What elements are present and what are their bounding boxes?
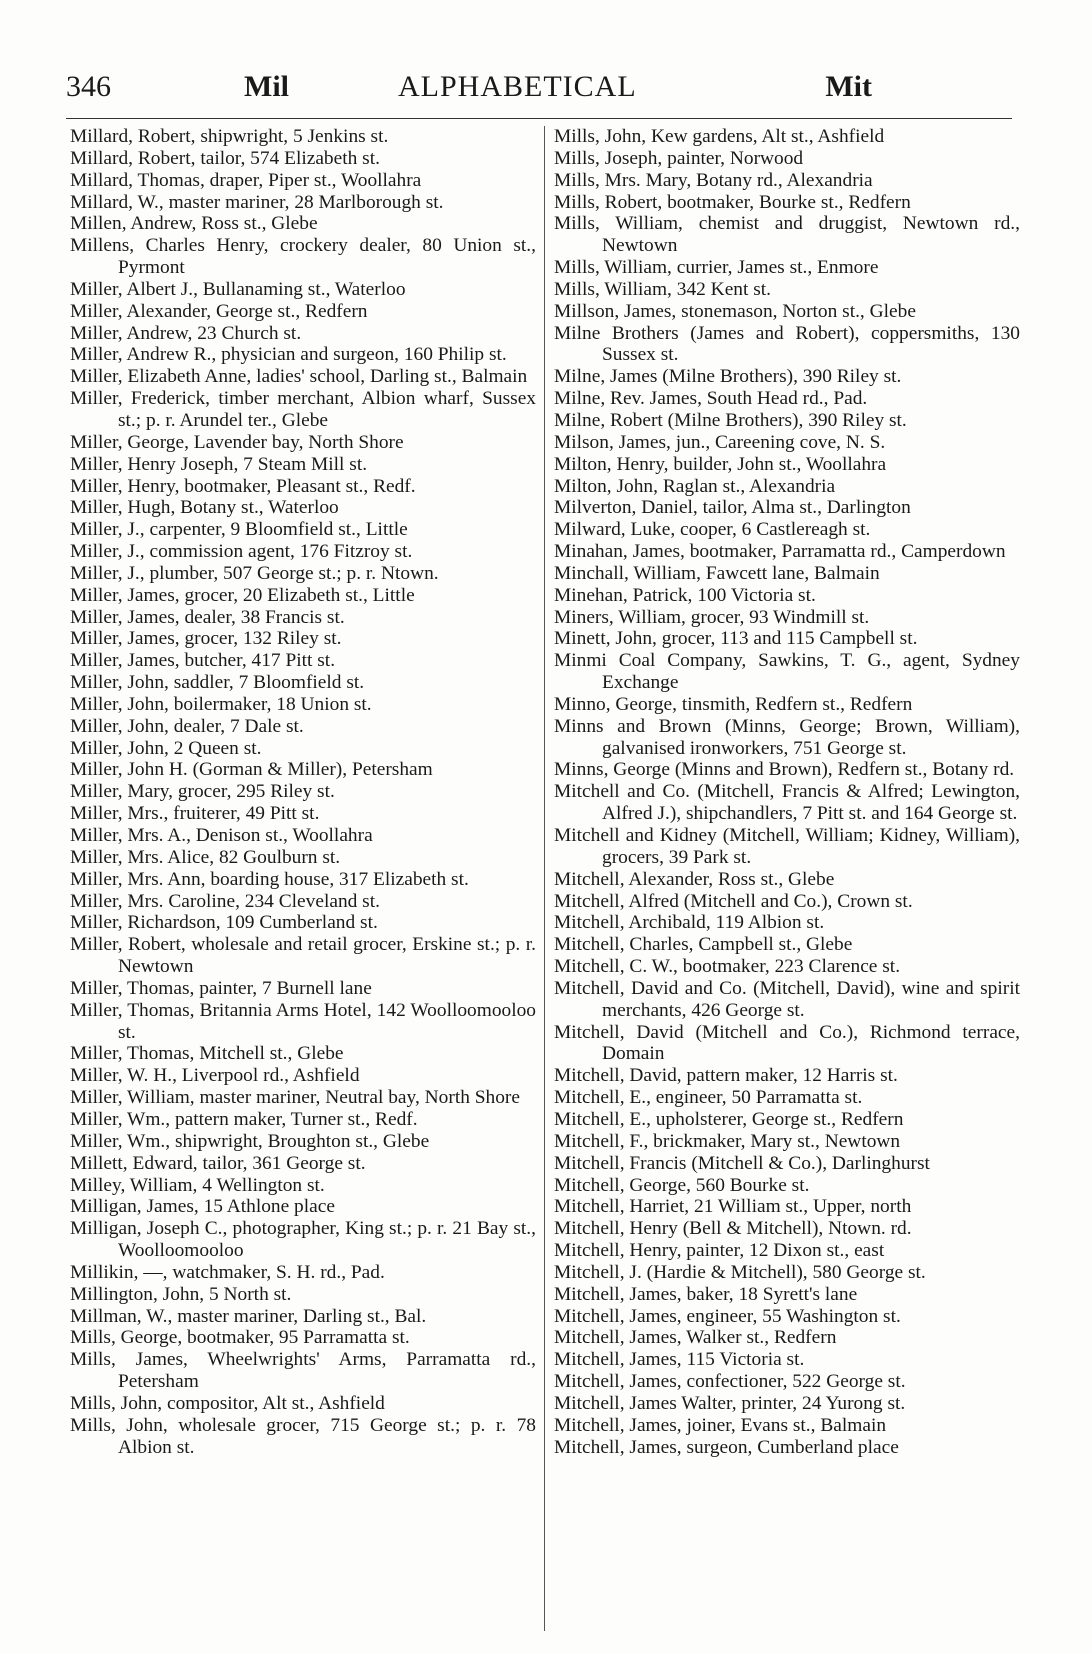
directory-entry: Mitchell, E., engineer, 50 Parramatta st. xyxy=(554,1087,863,1109)
directory-entry: Milligan, Joseph C., photographer, King st.; p. r. 21 Bay st., Woolloomooloo xyxy=(70,1218,536,1262)
directory-entry: Miller, William, master mariner, Neutral bay, North Shore xyxy=(70,1087,520,1109)
right-column xyxy=(554,126,1020,1631)
directory-entry: Mitchell, James Walter, printer, 24 Yurong st. xyxy=(554,1392,906,1414)
header-rule xyxy=(66,118,1012,119)
page-header xyxy=(66,70,1012,112)
directory-entry: Mitchell, F., brickmaker, Mary st., Newtown xyxy=(554,1130,901,1152)
directory-entry: Milne, James (Milne Brothers), 390 Riley st. xyxy=(554,366,902,388)
directory-entry: Mitchell and Kidney (Mitchell, William; Kidney, William), grocers, 39 Park st. xyxy=(554,825,1020,868)
directory-entry: Milley, William, 4 Wellington st. xyxy=(70,1174,325,1196)
guide-word-right: Mit xyxy=(825,70,872,103)
directory-entry: Milson, James, jun., Careening cove, N. S. xyxy=(554,431,886,453)
directory-entry: Millman, W., master mariner, Darling st., Bal. xyxy=(70,1305,427,1327)
directory-entry: Mitchell, Alexander, Ross st., Glebe xyxy=(554,868,835,890)
directory-entry: Millard, W., master mariner, 28 Marlborough st. xyxy=(70,191,444,213)
directory-entry: Mitchell, James, joiner, Evans st., Balmain xyxy=(554,1414,887,1436)
directory-entry: Miller, Hugh, Botany st., Waterloo xyxy=(70,497,339,519)
directory-entry: Mitchell, Francis (Mitchell & Co.), Darlinghurst xyxy=(554,1152,930,1174)
directory-entry: Miller, Henry, bootmaker, Pleasant st., Redf. xyxy=(70,475,416,497)
directory-entry: Miller, Mrs. Caroline, 234 Cleveland st. xyxy=(70,890,380,912)
directory-entry: Miller, Wm., pattern maker, Turner st., Redf. xyxy=(70,1108,418,1130)
directory-entry: Mills, Joseph, painter, Norwood xyxy=(554,147,804,169)
directory-entry: Miller, J., plumber, 507 George st.; p. r. Ntown. xyxy=(70,562,439,584)
directory-entry: Mills, Robert, bootmaker, Bourke st., Redfern xyxy=(554,191,911,213)
directory-entry: Miller, Thomas, Britannia Arms Hotel, 142 Woolloomooloo st. xyxy=(70,999,536,1043)
directory-entry: Minett, John, grocer, 113 and 115 Campbell st. xyxy=(554,628,918,650)
directory-entry: Mitchell, James, surgeon, Cumberland place xyxy=(554,1436,899,1458)
directory-entry: Minehan, Patrick, 100 Victoria st. xyxy=(554,584,816,606)
directory-entry: Minns, George (Minns and Brown), Redfern st., Botany rd. xyxy=(554,759,1015,781)
directory-entry: Minchall, William, Fawcett lane, Balmain xyxy=(554,562,880,584)
directory-entry: Miners, William, grocer, 93 Windmill st. xyxy=(554,606,870,628)
directory-entry: Miller, Mrs. Alice, 82 Goulburn st. xyxy=(70,846,341,868)
directory-entry: Milton, John, Raglan st., Alexandria xyxy=(554,475,836,497)
directory-entry: Miller, John, saddler, 7 Bloomfield st. xyxy=(70,672,365,694)
directory-entry: Miller, Andrew R., physician and surgeon, 160 Philip st. xyxy=(70,344,507,366)
directory-entry: Millett, Edward, tailor, 361 George st. xyxy=(70,1152,366,1174)
directory-entry: Miller, Richardson, 109 Cumberland st. xyxy=(70,912,378,934)
directory-entry: Mitchell, James, engineer, 55 Washington st. xyxy=(554,1305,901,1327)
directory-entry: Mitchell, David (Mitchell and Co.), Richmond terrace, Domain xyxy=(554,1021,1020,1065)
directory-entry: Millard, Thomas, draper, Piper st., Woollahra xyxy=(70,169,422,191)
directory-entry: Mitchell, Archibald, 119 Albion st. xyxy=(554,912,825,934)
directory-entry: Millen, Andrew, Ross st., Glebe xyxy=(70,213,318,235)
directory-entry: Mitchell, Henry (Bell & Mitchell), Ntown. rd. xyxy=(554,1218,912,1240)
directory-entry: Mitchell, George, 560 Bourke st. xyxy=(554,1174,810,1196)
directory-entry: Minmi Coal Company, Sawkins, T. G., agent, Sydney Exchange xyxy=(554,650,1020,694)
directory-entry: Miller, J., carpenter, 9 Bloomfield st., Little xyxy=(70,519,408,541)
directory-entry: Miller, J., commission agent, 176 Fitzroy st. xyxy=(70,541,413,563)
directory-entry: Mills, John, compositor, Alt st., Ashfield xyxy=(70,1392,385,1414)
directory-entry: Miller, James, dealer, 38 Francis st. xyxy=(70,606,345,628)
directory-entry: Mitchell, E., upholsterer, George st., Redfern xyxy=(554,1108,904,1130)
directory-entry: Minns and Brown (Minns, George; Brown, William), galvanised ironworkers, 751 George st. xyxy=(554,715,1020,759)
directory-entry: Minno, George, tinsmith, Redfern st., Redfern xyxy=(554,693,913,715)
guide-word-left: Mil xyxy=(244,70,289,103)
directory-entry: Mills, James, Wheelwrights' Arms, Parramatta rd., Petersham xyxy=(70,1349,536,1393)
directory-entry: Mitchell, Harriet, 21 William st., Upper, north xyxy=(554,1196,912,1218)
directory-entry: Mitchell, James, baker, 18 Syrett's lane xyxy=(554,1283,858,1305)
directory-entry: Milverton, Daniel, tailor, Alma st., Darlington xyxy=(554,497,911,519)
column-divider xyxy=(544,126,545,1631)
directory-entry: Mitchell and Co. (Mitchell, Francis & Alfred; Lewington, Alfred J.), shipchandlers, 7 Pitt st. and 164 George st. xyxy=(554,781,1020,825)
directory-entry: Milne Brothers (James and Robert), coppersmiths, 130 Sussex st. xyxy=(554,322,1020,366)
directory-entry: Miller, Alexander, George st., Redfern xyxy=(70,300,368,322)
directory-entry: Miller, Andrew, 23 Church st. xyxy=(70,322,302,344)
directory-entry: Mitchell, James, 115 Victoria st. xyxy=(554,1349,805,1371)
directory-entry: Miller, Mrs., fruiterer, 49 Pitt st. xyxy=(70,803,320,825)
directory-entry: Mills, George, bootmaker, 95 Parramatta st. xyxy=(70,1327,410,1349)
directory-entry: Miller, George, Lavender bay, North Shore xyxy=(70,431,404,453)
directory-entry: Miller, W. H., Liverpool rd., Ashfield xyxy=(70,1065,360,1087)
directory-entry: Mitchell, Charles, Campbell st., Glebe xyxy=(554,934,853,956)
page-number: 346 xyxy=(66,70,111,103)
directory-entry: Mills, Mrs. Mary, Botany rd., Alexandria xyxy=(554,169,873,191)
directory-entry: Miller, James, butcher, 417 Pitt st. xyxy=(70,650,336,672)
directory-entry: Millington, John, 5 North st. xyxy=(70,1283,292,1305)
directory-entry: Miller, Albert J., Bullanaming st., Waterloo xyxy=(70,278,406,300)
directory-entry: Minahan, James, bootmaker, Parramatta rd., Camperdown xyxy=(554,541,1006,563)
directory-entry: Mitchell, Henry, painter, 12 Dixon st., east xyxy=(554,1240,885,1262)
directory-entry: Miller, Wm., shipwright, Broughton st., Glebe xyxy=(70,1130,430,1152)
directory-entry: Miller, Mary, grocer, 295 Riley st. xyxy=(70,781,335,803)
directory-entry: Millson, James, stonemason, Norton st., Glebe xyxy=(554,300,916,322)
directory-entry: Mitchell, C. W., bootmaker, 223 Clarence st. xyxy=(554,956,901,978)
directory-entry: Mitchell, David and Co. (Mitchell, David), wine and spirit merchants, 426 George st. xyxy=(554,977,1020,1021)
directory-entry: Miller, Mrs. A., Denison st., Woollahra xyxy=(70,825,373,846)
directory-entry: Mills, William, 342 Kent st. xyxy=(554,278,772,300)
directory-entry: Miller, Elizabeth Anne, ladies' school, Darling st., Balmain xyxy=(70,366,528,388)
directory-entry: Mitchell, J. (Hardie & Mitchell), 580 George st. xyxy=(554,1261,926,1283)
directory-entry: Milton, Henry, builder, John st., Woollahra xyxy=(554,453,887,475)
directory-entry: Miller, James, grocer, 132 Riley st. xyxy=(70,628,342,650)
directory-entry: Mills, William, chemist and druggist, Newtown rd., Newtown xyxy=(554,213,1020,257)
directory-entry: Miller, James, grocer, 20 Elizabeth st., Little xyxy=(70,584,415,606)
directory-entry: Miller, Mrs. Ann, boarding house, 317 Elizabeth st. xyxy=(70,868,469,890)
directory-entry: Miller, Robert, wholesale and retail grocer, Erskine st.; p. r. Newtown xyxy=(70,934,536,978)
directory-entry: Mills, William, currier, James st., Enmore xyxy=(554,257,879,279)
directory-entry: Millard, Robert, shipwright, 5 Jenkins st. xyxy=(70,126,389,147)
directory-entry: Milligan, James, 15 Athlone place xyxy=(70,1196,335,1218)
directory-entry: Milward, Luke, cooper, 6 Castlereagh st. xyxy=(554,519,871,541)
directory-entry: Miller, Thomas, painter, 7 Burnell lane xyxy=(70,977,372,999)
directory-entry: Millens, Charles Henry, crockery dealer, 80 Union st., Pyrmont xyxy=(70,235,536,279)
directory-entry: Miller, John, 2 Queen st. xyxy=(70,737,262,759)
directory-entry: Mitchell, James, confectioner, 522 George st. xyxy=(554,1371,906,1393)
page-title: ALPHABETICAL xyxy=(398,70,637,103)
left-column xyxy=(70,126,536,1631)
directory-entry: Miller, Frederick, timber merchant, Albion wharf, Sussex st.; p. r. Arundel ter., Glebe xyxy=(70,388,536,431)
directory-entry: Miller, John, dealer, 7 Dale st. xyxy=(70,715,304,737)
directory-entry: Mitchell, David, pattern maker, 12 Harris st. xyxy=(554,1065,898,1087)
directory-entry: Millard, Robert, tailor, 574 Elizabeth st. xyxy=(70,147,380,169)
directory-entry: Milne, Rev. James, South Head rd., Pad. xyxy=(554,388,868,410)
directory-entry: Mills, John, wholesale grocer, 715 George st.; p. r. 78 Albion st. xyxy=(70,1414,536,1458)
directory-entry: Miller, Henry Joseph, 7 Steam Mill st. xyxy=(70,453,368,475)
directory-entry: Milne, Robert (Milne Brothers), 390 Riley st. xyxy=(554,409,907,431)
directory-entry: Miller, Thomas, Mitchell st., Glebe xyxy=(70,1043,344,1065)
directory-entry: Mills, John, Kew gardens, Alt st., Ashfield xyxy=(554,126,885,147)
directory-entry: Miller, John, boilermaker, 18 Union st. xyxy=(70,693,372,715)
directory-entry: Miller, John H. (Gorman & Miller), Petersham xyxy=(70,759,433,781)
directory-entry: Millikin, —, watchmaker, S. H. rd., Pad. xyxy=(70,1261,385,1283)
directory-entry: Mitchell, James, Walker st., Redfern xyxy=(554,1327,837,1349)
directory-entry: Mitchell, Alfred (Mitchell and Co.), Crown st. xyxy=(554,890,913,912)
